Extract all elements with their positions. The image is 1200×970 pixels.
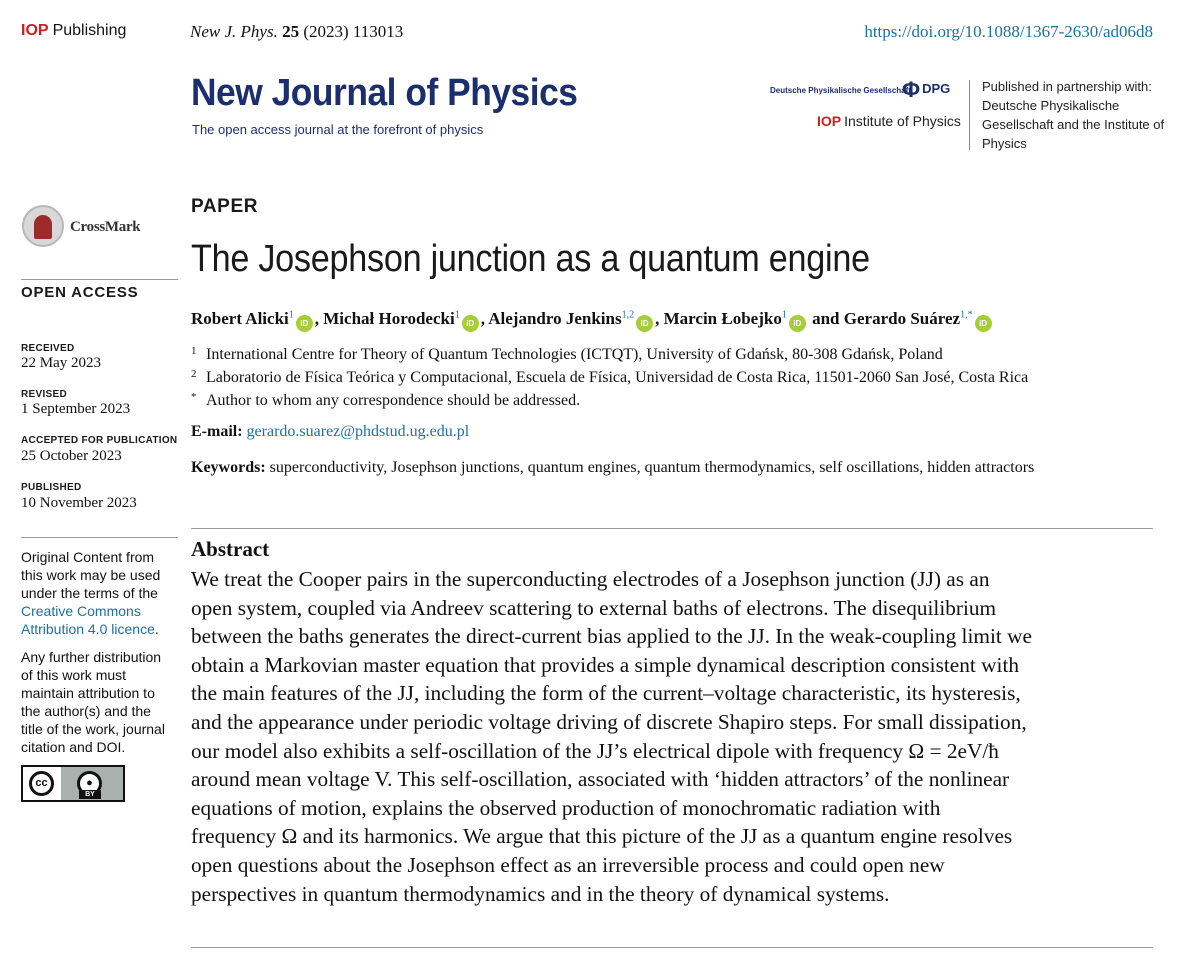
citation	[190, 22, 403, 42]
history-date-accepted: 25 October 2023	[21, 448, 122, 464]
abstract-line: We treat the Cooper pairs in the superconducting electrodes of a Josephson junction (JJ) as an	[191, 567, 990, 591]
publisher-text: Publishing	[52, 22, 127, 39]
abstract-line: perspectives in quantum thermodynamics and in the theory of dynamical systems.	[191, 881, 890, 906]
author-name[interactable]: Alejandro Jenkins	[488, 309, 622, 328]
affiliation-corresponding	[191, 391, 580, 410]
iop-institute-name: Institute of Physics	[844, 113, 961, 129]
license-block	[21, 548, 171, 766]
header-divider	[969, 80, 970, 150]
crossmark-label[interactable]: CrossMark	[70, 219, 141, 235]
cc-by-badge[interactable]	[21, 765, 125, 802]
email-line	[191, 423, 469, 441]
article-title: The Josephson junction as a quantum engine	[191, 238, 870, 280]
dpg-name: Deutsche Physikalische Gesellschaft	[770, 86, 911, 95]
author-name[interactable]: Robert Alicki	[191, 309, 289, 328]
crossmark-icon[interactable]	[22, 205, 64, 247]
affiliation-1	[191, 345, 943, 364]
author-affiliation-ref: 1,*	[960, 309, 973, 321]
sidebar-divider	[21, 279, 178, 280]
abstract-heading: Abstract	[191, 537, 270, 561]
orcid-icon[interactable]: iD	[975, 315, 992, 332]
author-and: and	[812, 309, 840, 328]
orcid-icon[interactable]: iD	[462, 315, 479, 332]
dpg-symbol: Φ	[902, 77, 921, 102]
abstract-line: open questions about the Josephson effect as an irreversible process and could open new	[191, 852, 945, 877]
author-separator: ,	[480, 309, 485, 328]
attribution-text: Any further distribution of this work must maintain attribution to the author(s) and the title of the work, journal citation and DOI.	[21, 649, 165, 755]
iop-institute-logo	[817, 113, 961, 129]
abstract-line: between the baths generates the direct-current bias applied to the JJ. In the weak-coupling limit we	[191, 624, 1032, 649]
author-affiliation-ref: 1	[781, 309, 787, 321]
orcid-icon[interactable]: iD	[789, 315, 806, 332]
citation-volume: 25	[282, 22, 300, 41]
abstract-line: open system, coupled via Andreev scattering to external baths of electrons. The disequilibrium	[191, 595, 997, 620]
sidebar-divider-2	[21, 537, 178, 538]
citation-rest: (2023) 113013	[303, 22, 404, 41]
publisher-logo	[21, 22, 126, 40]
journal-title: New Journal of Physics	[191, 72, 578, 114]
history-label-published: PUBLISHED	[21, 482, 82, 493]
author-separator: ,	[655, 309, 660, 328]
history-label-accepted: ACCEPTED FOR PUBLICATION	[21, 435, 178, 446]
abstract-line: around mean voltage V. This self-oscillation, associated with ‘hidden attractors’ of the nonlinear	[191, 767, 1010, 792]
history-date-revised: 1 September 2023	[21, 401, 131, 417]
email-label: E-mail:	[191, 423, 243, 440]
keywords-label: Keywords:	[191, 459, 266, 476]
keywords-text: superconductivity, Josephson junctions, quantum engines, quantum thermodynamics, self oscillations, hidden attractors	[269, 459, 1035, 476]
orcid-icon[interactable]: iD	[296, 315, 313, 332]
iop-mark: IOP	[817, 113, 842, 129]
affiliation-text: International Centre for Theory of Quantum Technologies (ICTQT), University of Gdańsk, 80-308 Gdańsk, Poland	[206, 346, 943, 363]
history-label-revised: REVISED	[21, 389, 68, 400]
email-link[interactable]: gerardo.suarez@phdstud.ug.edu.pl	[246, 423, 470, 440]
cc-licence-link[interactable]: Creative Commons Attribution 4.0 licence	[21, 603, 155, 637]
author-affiliation-ref: 1	[288, 309, 294, 321]
history-label-received: RECEIVED	[21, 343, 75, 354]
dpg-abbrev: DPG	[922, 81, 951, 96]
abstract-bottom-rule	[191, 947, 1153, 948]
abstract-line: our model also exhibits a self-oscillation of the JJ’s electrical dipole with frequency Ω = 2eV/ħ	[191, 738, 999, 763]
abstract-body	[191, 565, 1156, 908]
author-affiliation-ref: 1	[454, 309, 460, 321]
abstract-line: frequency Ω and its harmonics. We argue that this picture of the JJ as a quantum engine resolves	[191, 824, 1013, 849]
affiliation-text: Author to whom any correspondence should be addressed.	[206, 392, 581, 409]
author-separator: ,	[314, 309, 319, 328]
publisher-mark: IOP	[21, 22, 49, 39]
abstract-line: the main features of the JJ, including the form of the current–voltage characteristic, its hysteresis,	[191, 681, 1021, 706]
by-label: BY	[79, 790, 101, 799]
license-pre: Original Content from this work may be used under the terms of the	[21, 549, 161, 601]
citation-journal: New J. Phys.	[190, 22, 278, 41]
cc-icon: cc	[29, 771, 54, 796]
partnership-note: Published in partnership with: Deutsche Physikalische Gesellschaft and the Institute of Physics	[982, 79, 1165, 151]
affiliation-number: 1	[191, 345, 197, 357]
doi-link[interactable]: https://doi.org/10.1088/1367-2630/ad06d8	[864, 22, 1153, 41]
by-person-icon: ●	[77, 771, 102, 796]
orcid-icon[interactable]: iD	[636, 315, 653, 332]
license-post: .	[154, 621, 159, 637]
keywords-line	[191, 459, 1034, 477]
article-type: PAPER	[191, 196, 259, 217]
dpg-logo	[902, 77, 950, 103]
history-date-published: 10 November 2023	[21, 495, 137, 511]
abstract-line: obtain a Markovian master equation that provides a simple dynamical description consistent with	[191, 652, 1020, 677]
license-text	[21, 548, 171, 638]
author-list	[191, 309, 994, 332]
author-affiliation-ref: 1,2	[621, 309, 635, 321]
abstract-top-rule	[191, 528, 1153, 529]
abstract-line: and the appearance under periodic voltage driving of discrete Shapiro steps. For small dissipation,	[191, 709, 1027, 734]
author-name[interactable]: Marcin Łobejko	[663, 309, 782, 328]
open-access-label: OPEN ACCESS	[21, 284, 139, 301]
affiliation-number: *	[191, 391, 197, 403]
history-date-received: 22 May 2023	[21, 355, 101, 371]
affiliation-number: 2	[191, 368, 197, 380]
author-name[interactable]: Michał Horodecki	[323, 309, 455, 328]
abstract-line: equations of motion, explains the observed production of monochromatic radiation with	[191, 795, 941, 820]
author-name[interactable]: Gerardo Suárez	[843, 309, 961, 328]
journal-tagline: The open access journal at the forefront of physics	[192, 122, 484, 137]
affiliation-text: Laboratorio de Física Teórica y Computacional, Escuela de Física, Universidad de Costa Rica, 11501-2060 San José, Costa Rica	[206, 369, 1029, 386]
affiliation-2	[191, 368, 1028, 387]
